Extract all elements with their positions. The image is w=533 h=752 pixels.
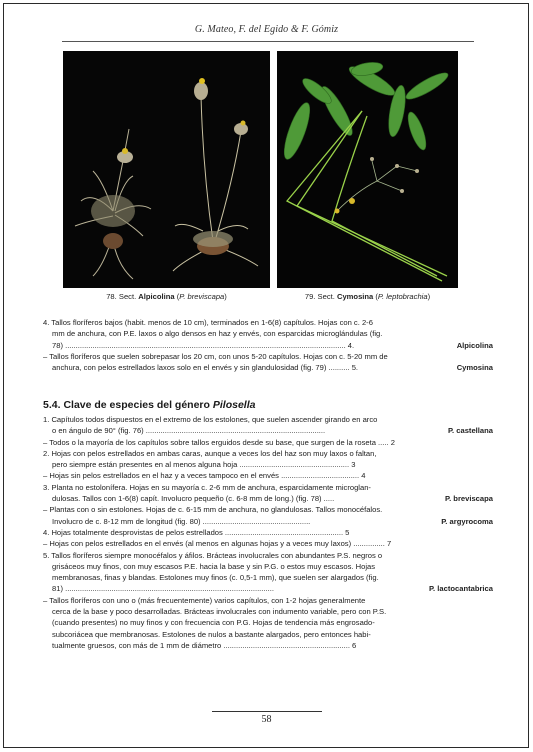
key-line: – Todos o la mayoría de los capítulos sobre tallos erguidos desde su base, que surgen de la roseta ..... 2 (43, 437, 395, 447)
key-line: membranosas, finas y blandas. Estolones muy finos (c. 0,5-1 mm), que suelen ser alargados (fig. (52, 573, 379, 583)
key-line: (cuando presentes) no muy finos y con frecuencia con P.G. Hojas de tendencia más engrosado- (52, 618, 375, 628)
key-line: pero siempre están presentes en al menos alguna hoja .................................................... 3 (52, 460, 356, 470)
key-line: – Tallos floríferos que suelen sobrepasar los 20 cm, con unos 5-20 capítulos. Hojas con c. 5-20 mm de (43, 351, 388, 361)
key-line: cerca de la base y poco desarrolladas. Brácteas involucrales con indumento variable, pero con P.S. (52, 607, 387, 617)
page-number: 58 (261, 714, 272, 725)
key-line: 4. Tallos floríferos bajos (habit. menos de 10 cm), terminados en 1-6(8) capítulos. Hojas con c. 2-6 (43, 318, 373, 327)
figure-78-caption: 78. Sect. Alpicolina (P. breviscapa) (106, 292, 227, 301)
key-result: Cymosina (456, 363, 493, 373)
key-line: 3. Planta no estolonífera. Hojas en su mayoría c. 2-6 mm de anchura, esparcidamente microglan- (43, 482, 371, 492)
footer-rule (212, 711, 322, 712)
key-result: Alpicolina (456, 340, 493, 350)
key-line: anchura, con pelos estrellados laxos solo en el envés y sin glandulosidad (fig. 79) .......... 5. Cymosina (52, 363, 493, 373)
key-line: 1. Capítulos todos dispuestos en el extremo de los estolones, que suelen ascender girando en arco (43, 415, 378, 424)
key-result: P. castellana (447, 426, 493, 436)
figure-78-photo (63, 51, 270, 288)
key-result: P. lactocantabrica (428, 584, 493, 594)
key-line: – Plantas con o sin estolones. Hojas de c. 6-15 mm de anchura, no glandulosas. Tallos monocéfalos. (43, 505, 383, 515)
key-line: subcoriácea que membranosas. Estolones de nulos a bastante alargados, pero entonces habi- (52, 629, 371, 639)
running-header: G. Mateo, F. del Egido & F. Gómiz (194, 24, 339, 35)
key-line: Involucro de c. 8-12 mm de longitud (fig. 80) ................................................... P. argyrocoma (52, 516, 493, 526)
key-line: grisáceos muy finos, con muy escasos P.E. hacia la base y sin P.G. o estos muy escasos. Hojas (52, 561, 376, 571)
key-line: 81) ................................................................................................... P. lactocantabrica (52, 584, 493, 594)
header-rule (62, 41, 474, 42)
key-line: o en ángulo de 90° (fig. 76) ..................................................................................... P. castellana (52, 426, 493, 436)
key-line: 2. Hojas con pelos estrellados en ambas caras, aunque a veces los del haz son muy laxos o faltan, (43, 448, 377, 458)
figure-79-caption: 79. Sect. Cymosina (P. leptobrachia) (304, 292, 431, 301)
figure-79-photo (277, 51, 458, 288)
key-line: – Tallos floríferos con uno o (más frecuentemente) varios capítulos, con 1-2 hojas generalmente (43, 595, 366, 605)
key-line: dulosas. Tallos con 1-6(8) capít. Involucro pequeño (c. 6-8 mm de long.) (fig. 78) ..... P. breviscapa (52, 494, 493, 504)
key-line: 5. Tallos floríferos siempre monocéfalos y áfilos. Brácteas involucrales con abundantes P.S. negros o (43, 550, 383, 560)
key-line: tualmente gruesos, con más de 1 mm de diámetro ............................................................ 6 (52, 640, 357, 650)
key-line: mm de anchura, con P.E. laxos o algo densos en haz y envés, con esparcidas microglándulas (fig. (52, 329, 383, 339)
species-key (43, 414, 493, 651)
key-result: P. argyrocoma (441, 516, 493, 526)
key-line: – Hojas con pelos estrellados en el envés (al menos en algunas hojas y a veces muy laxos) ............... 7 (43, 539, 392, 549)
key-line: 4. Hojas totalmente desprovistas de pelos estrellados ........................................................ 5 (43, 527, 350, 537)
section-heading: 5.4. Clave de especies del género Pilosella (43, 399, 256, 411)
section-key (43, 317, 493, 373)
key-line: 78) ..................................................................................................................................... 4. Alpicolina (52, 340, 493, 350)
key-result: P. breviscapa (445, 494, 493, 504)
key-line: – Hojas sin pelos estrellados en el haz y a veces tampoco en el envés ..................................... 4 (43, 471, 366, 481)
